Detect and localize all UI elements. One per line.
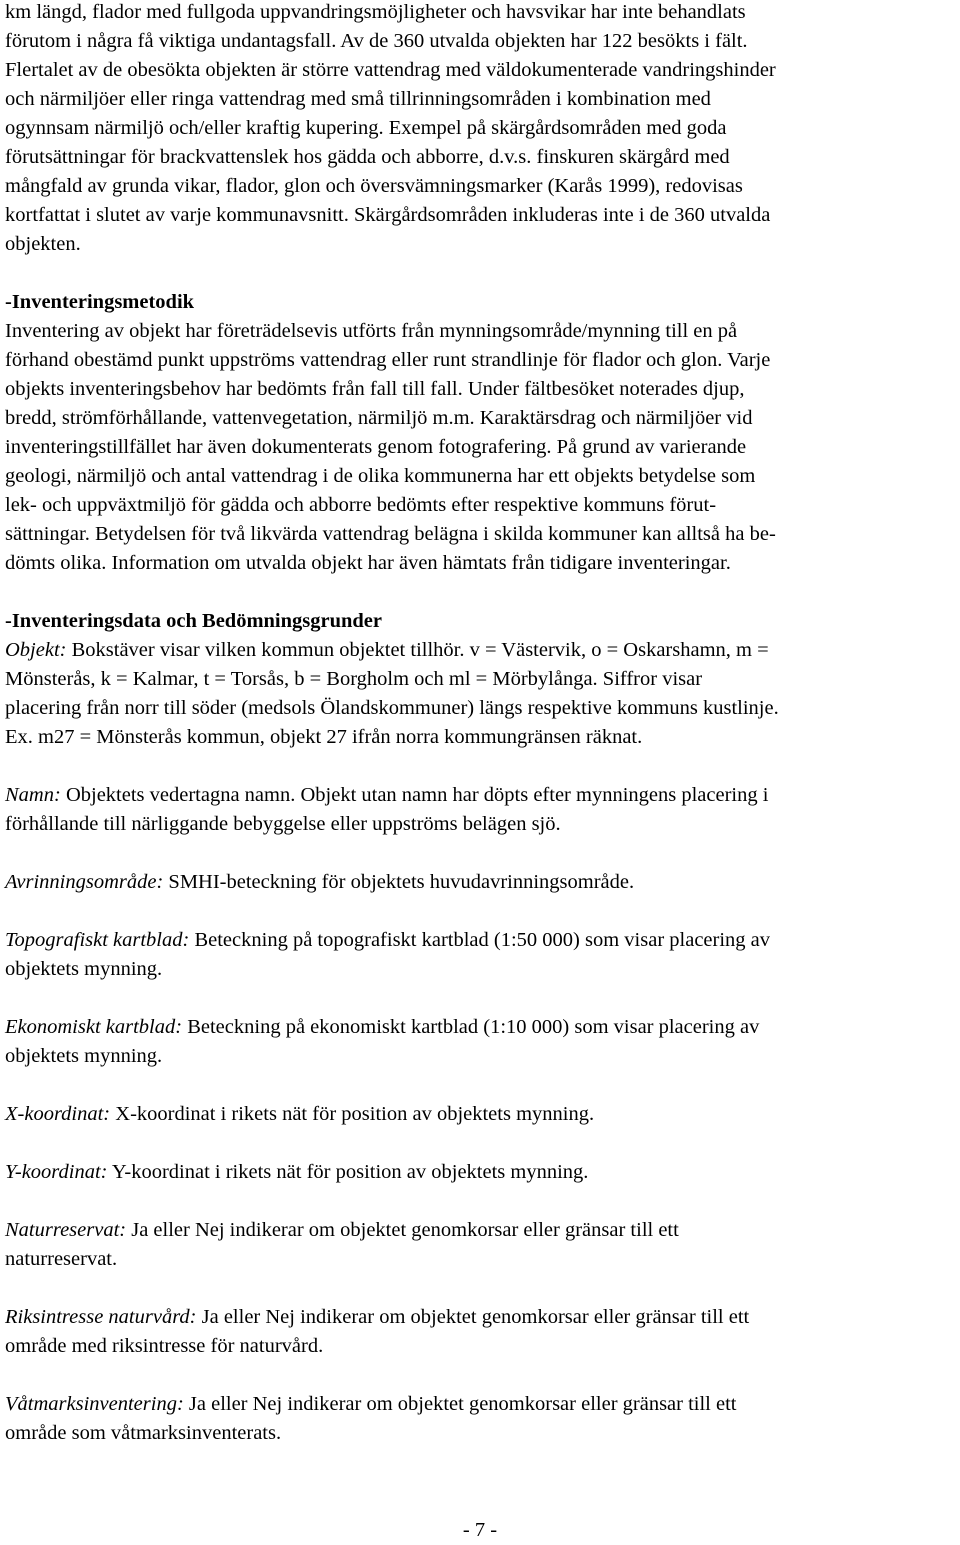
definition-line: Mönsterås, k = Kalmar, t = Torsås, b = Borgholm och ml = Mörbylånga. Siffror visar: [5, 668, 703, 690]
definition-text: SMHI-beteckning för objektets huvudavrinningsområde.: [163, 871, 635, 893]
definition-term: Ekonomiskt kartblad:: [5, 1016, 183, 1038]
definition-term: Avrinningsområde:: [5, 871, 164, 893]
definition-line: [5, 1013, 955, 1042]
method-section: [5, 288, 955, 578]
definition-text: Beteckning på topografiskt kartblad (1:50 000) som visar placering av: [189, 929, 771, 951]
definition-line: placering från norr till söder (medsols Ölandskommuner) längs respektive kommuns kustlinje.: [5, 697, 779, 719]
intro-paragraph: [5, 0, 955, 259]
method-line: dömts olika. Information om utvalda objekt har även hämtats från tidigare inventeringar.: [5, 552, 731, 574]
definition-line: [5, 1303, 955, 1332]
intro-line: ogynnsam närmiljö och/eller kraftig kupering. Exempel på skärgårdsområden med goda: [5, 117, 727, 139]
data-section-heading: -Inventeringsdata och Bedömningsgrunder: [5, 610, 383, 632]
definition-line: [5, 1216, 955, 1245]
definition-line: [5, 1100, 955, 1129]
definition-text: X-koordinat i rikets nät för position av objektets mynning.: [110, 1103, 595, 1125]
intro-line: km längd, flador med fullgoda uppvandringsmöjligheter och havsvikar har inte behandlats: [5, 1, 746, 23]
intro-line: förutom i några få viktiga undantagsfall. Av de 360 utvalda objekten har 122 besökts i fält.: [5, 30, 748, 52]
definition-term: Riksintresse naturvård:: [5, 1306, 197, 1328]
definition-avrinningsomrade: [5, 868, 955, 897]
intro-line: mångfald av grunda vikar, flador, glon och översvämningsmarker (Karås 1999), redovisas: [5, 175, 743, 197]
definition-text: Beteckning på ekonomiskt kartblad (1:10 000) som visar placering av: [182, 1016, 760, 1038]
definition-riksintresse-naturvard: [5, 1303, 955, 1361]
definition-objekt: [5, 636, 955, 752]
intro-line: förutsättningar för brackvattenslek hos gädda och abborre, d.v.s. finskuren skärgård med: [5, 146, 730, 168]
definition-text: Ja eller Nej indikerar om objektet genomkorsar eller gränsar till ett: [196, 1306, 750, 1328]
definition-term: Namn:: [5, 784, 61, 806]
intro-line: och närmiljöer eller ringa vattendrag med små tillrinningsområden i kombination med: [5, 88, 711, 110]
page-number: - 7 -: [462, 1519, 498, 1541]
definition-vatmarksinventering: [5, 1390, 955, 1448]
definition-line: [5, 781, 955, 810]
definition-text: Ja eller Nej indikerar om objektet genomkorsar eller gränsar till ett: [126, 1219, 679, 1241]
definition-line: [5, 1390, 955, 1419]
definition-text: Y-koordinat i rikets nät för position av objektets mynning.: [107, 1161, 589, 1183]
definition-ekonomiskt-kartblad: [5, 1013, 955, 1071]
definition-y-koordinat: [5, 1158, 955, 1187]
definition-term: Objekt:: [5, 639, 67, 661]
definition-topografiskt-kartblad: [5, 926, 955, 984]
definition-line: område som våtmarksinventerats.: [5, 1422, 282, 1444]
method-line: förhand obestämd punkt uppströms vattendrag eller runt strandlinje för flador och glon. Varje: [5, 349, 771, 371]
definition-line: förhållande till närliggande bebyggelse eller uppströms belägen sjö.: [5, 813, 561, 835]
definition-x-koordinat: [5, 1100, 955, 1129]
definition-term: Y-koordinat:: [5, 1161, 108, 1183]
definition-term: Topografiskt kartblad:: [5, 929, 190, 951]
intro-line: kortfattat i slutet av varje kommunavsnitt. Skärgårdsområden inkluderas inte i de 360 utvalda: [5, 204, 771, 226]
method-line: Inventering av objekt har företrädelsevis utförts från mynningsområde/mynning till en på: [5, 320, 738, 342]
method-line: geologi, närmiljö och antal vattendrag i de olika kommunerna har ett objekts betydelse som: [5, 465, 756, 487]
definition-naturreservat: [5, 1216, 955, 1274]
definition-term: Våtmarksinventering:: [5, 1393, 184, 1415]
definition-line: Ex. m27 = Mönsterås kommun, objekt 27 ifrån norra kommungränsen räknat.: [5, 726, 643, 748]
method-line: lek- och uppväxtmiljö för gädda och abborre bedömts efter respektive kommuns förut-: [5, 494, 717, 516]
definition-term: Naturreservat:: [5, 1219, 127, 1241]
method-heading: -Inventeringsmetodik: [5, 291, 195, 313]
intro-line: objekten.: [5, 233, 81, 255]
definition-line: [5, 868, 955, 897]
definition-text: Ja eller Nej indikerar om objektet genomkorsar eller gränsar till ett: [183, 1393, 737, 1415]
definition-line: objektets mynning.: [5, 1045, 163, 1067]
method-line: bredd, strömförhållande, vattenvegetation, närmiljö m.m. Karaktärsdrag och närmiljöer vid: [5, 407, 753, 429]
definition-line: [5, 926, 955, 955]
definition-line: [5, 636, 955, 665]
definition-line: objektets mynning.: [5, 958, 163, 980]
definition-namn: [5, 781, 955, 839]
definition-line: naturreservat.: [5, 1248, 118, 1270]
method-line: sättningar. Betydelsen för två likvärda vattendrag belägna i skilda kommuner kan alltså ha be-: [5, 523, 776, 545]
definition-line: område med riksintresse för naturvård.: [5, 1335, 324, 1357]
definition-line: [5, 1158, 955, 1187]
intro-line: Flertalet av de obesökta objekten är större vattendrag med väldokumenterade vandringshinder: [5, 59, 776, 81]
method-line: inventeringstillfället har även dokumenterats genom fotografering. På grund av varierande: [5, 436, 747, 458]
document-page: [5, 0, 955, 1477]
definition-text: Bokstäver visar vilken kommun objektet tillhör. v = Västervik, o = Oskarshamn, m =: [66, 639, 769, 661]
method-line: objekts inventeringsbehov har bedömts från fall till fall. Under fältbesöket noterades djup,: [5, 378, 745, 400]
definition-term: X-koordinat:: [5, 1103, 111, 1125]
definition-text: Objektets vedertagna namn. Objekt utan namn har döpts efter mynningens placering i: [60, 784, 769, 806]
